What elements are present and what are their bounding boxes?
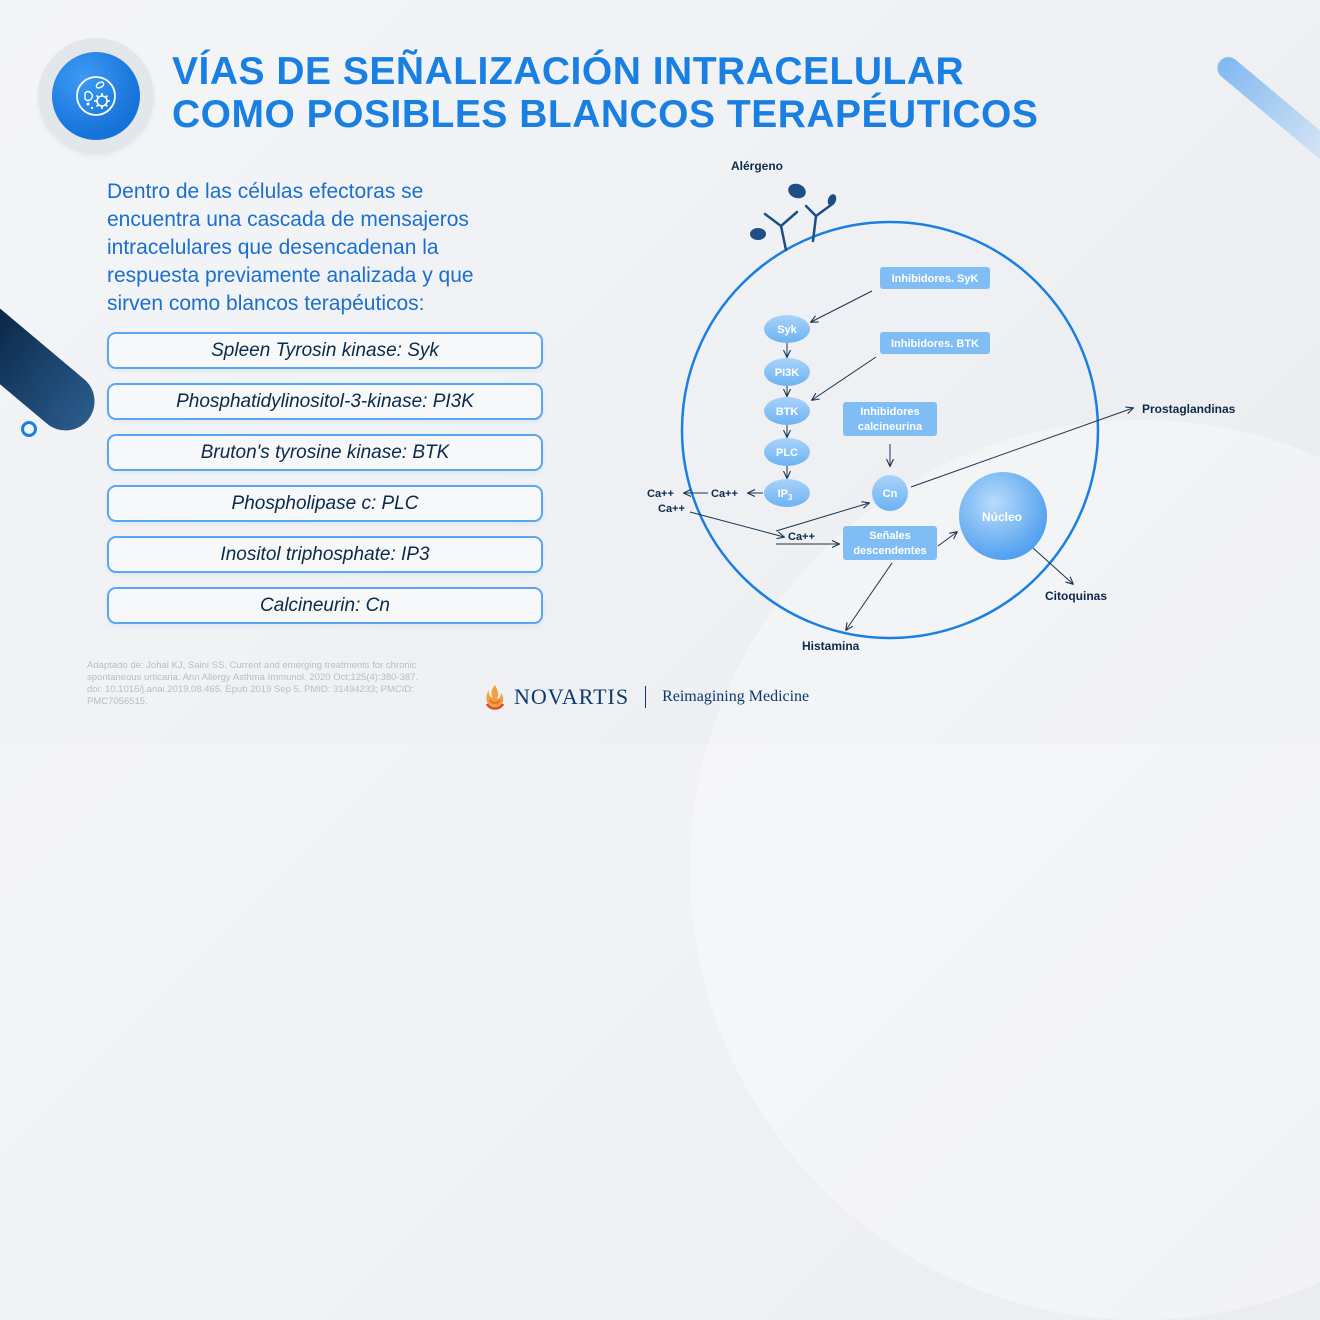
node-plc-label: PLC bbox=[776, 447, 798, 459]
citation bbox=[87, 660, 467, 708]
node-ip3 bbox=[764, 479, 810, 507]
intro-line: sirven como blancos terapéuticos: bbox=[107, 292, 425, 315]
citation-line: PMC7056515. bbox=[87, 696, 148, 707]
inhibitor-cn-label-1: Inhibidores bbox=[860, 406, 920, 418]
inhibitor-cn-label-2: calcineurina bbox=[857, 421, 923, 433]
cytokines-label: Citoquinas bbox=[1045, 589, 1107, 603]
node-syk bbox=[764, 315, 810, 343]
target-pill-pi3k: Phosphatidylinositol-3-kinase: PI3K bbox=[107, 383, 543, 420]
target-pill-cn: Calcineurin: Cn bbox=[107, 587, 543, 624]
citation-line: doi: 10.1016/j.anai.2019.08.465. Epub 2019 Sep 5. PMID: 31494233; PMCID: bbox=[87, 684, 414, 695]
ca-outer-bottom-label: Ca++ bbox=[658, 503, 685, 515]
nucleus-label: Núcleo bbox=[981, 510, 1023, 524]
title-line-2: COMO POSIBLES BLANCOS TERAPÉUTICOS bbox=[172, 93, 1039, 136]
brand-name: NOVARTIS bbox=[514, 684, 630, 709]
inhibitor-syk-label: Inhibidores. SyK bbox=[891, 273, 979, 285]
node-btk bbox=[764, 397, 810, 425]
node-pi3k bbox=[764, 358, 810, 386]
inhibitor-btk-box bbox=[880, 332, 990, 354]
node-plc bbox=[764, 438, 810, 466]
node-cn-label: Cn bbox=[882, 488, 898, 500]
intro-line: respuesta previamente analizada y que bbox=[107, 264, 474, 287]
ca-outer-top-label: Ca++ bbox=[647, 488, 674, 500]
ca-entry-label: Ca++ bbox=[788, 531, 815, 543]
histamine-label: Histamina bbox=[802, 639, 860, 653]
novartis-flame-icon bbox=[484, 683, 506, 711]
allergen-label: Alérgeno bbox=[731, 159, 784, 173]
intro-line: Dentro de las células efectoras se bbox=[107, 180, 424, 203]
brand-divider bbox=[645, 686, 646, 708]
inhibitor-btk-label: Inhibidores. BTK bbox=[891, 338, 979, 350]
signals-box bbox=[843, 526, 937, 560]
title-line-1: VÍAS DE SEÑALIZACIÓN INTRACELULAR bbox=[172, 50, 965, 93]
intro-line: intracelulares que desencadenan la bbox=[107, 236, 439, 259]
target-pill-plc: Phospholipase c: PLC bbox=[107, 485, 543, 522]
node-pi3k-label: PI3K bbox=[774, 367, 800, 379]
node-syk-label: Syk bbox=[777, 324, 797, 336]
inhibitor-syk-box bbox=[880, 267, 990, 289]
novartis-footer bbox=[484, 682, 809, 712]
node-cn bbox=[872, 475, 908, 511]
node-ip3-label: $IP_3$ bbox=[777, 488, 793, 502]
inhibitor-cn-box bbox=[843, 402, 937, 436]
signals-label-1: Señales bbox=[869, 530, 911, 542]
nucleus bbox=[959, 472, 1047, 560]
citation-line: Adaptado de: Johal KJ, Saini SS. Current and emerging treatments for chronic bbox=[87, 660, 417, 671]
brand-tagline: Reimagining Medicine bbox=[662, 688, 810, 705]
prostaglandins-label: Prostaglandinas bbox=[1142, 402, 1236, 416]
intro-line: encuentra una cascada de mensajeros bbox=[107, 208, 469, 231]
citation-line: spontaneous urticaria. Ann Allergy Asthma Immunol. 2020 Oct;125(4):380-387. bbox=[87, 672, 419, 683]
target-pill-btk: Bruton's tyrosine kinase: BTK bbox=[107, 434, 543, 471]
target-pill-syk: Spleen Tyrosin kinase: Syk bbox=[107, 332, 543, 369]
signals-label-2: descendentes bbox=[853, 545, 927, 557]
node-btk-label: BTK bbox=[775, 406, 799, 418]
target-pill-ip3: Inositol triphosphate: IP3 bbox=[107, 536, 543, 573]
ca-inner-label: Ca++ bbox=[711, 488, 738, 500]
